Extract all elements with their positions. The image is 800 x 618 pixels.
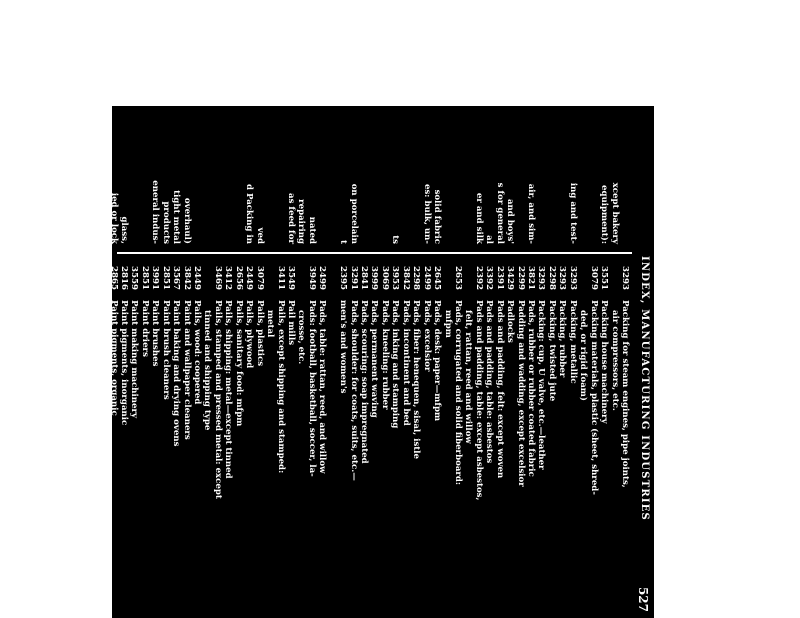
sic-code: 2816: [119, 266, 129, 290]
industry-description: metal: [265, 310, 276, 338]
sic-code: 3293: [536, 266, 547, 290]
sic-code: [442, 266, 452, 300]
industry-description: air compressors, etc.: [609, 310, 620, 411]
industry-description: Paint rollers: [77, 300, 88, 360]
index-entry: [327, 266, 337, 616]
left-column-line: xcept bakery: [609, 182, 620, 244]
industry-description: Pads and padding, table: except asbestos,: [473, 300, 484, 501]
index-entry: [56, 266, 66, 616]
left-column-line: nated: [306, 216, 317, 244]
left-column-line: [380, 106, 390, 246]
left-column-line: [129, 106, 139, 246]
sic-code: 2851: [160, 266, 171, 290]
sic-code: 2865: [108, 266, 119, 290]
left-column-line: [547, 106, 557, 246]
left-column-line: ts: [390, 235, 401, 244]
sic-code: 3069: [379, 266, 390, 290]
index-entry: [286, 266, 296, 616]
index-entry: [338, 266, 348, 616]
index-entry: [233, 266, 243, 616]
index-entry: [129, 266, 139, 616]
index-entry: [453, 266, 463, 616]
left-column-line: [369, 106, 379, 246]
sic-code: 3563: [56, 266, 67, 290]
left-column-line: ing and test-: [567, 182, 578, 244]
index-entry: [442, 266, 452, 616]
index-entry: [547, 266, 557, 616]
sic-code: 3293: [567, 266, 578, 290]
left-column-line: on porcelain: [348, 183, 359, 244]
index-entry: [599, 266, 609, 616]
industry-description: Pads, excelsior: [421, 300, 432, 372]
index-entry: [265, 266, 275, 616]
sic-code: 3944: [66, 266, 77, 290]
industry-description: Padlocks: [505, 300, 516, 343]
sic-code: 2851: [98, 266, 109, 290]
index-entry: [411, 266, 421, 616]
industry-description: Packing house machinery: [599, 300, 610, 424]
industry-description: Pails, sanitary food: mfpm: [233, 300, 244, 427]
industry-description: men's and women's: [338, 300, 349, 394]
left-column-line: [233, 106, 243, 246]
left-column-line: [213, 106, 223, 246]
index-entry: [484, 266, 494, 616]
industry-description: crosse, etc.: [296, 310, 307, 365]
industry-description: Paint making machinery: [129, 300, 140, 419]
sic-code: [265, 266, 275, 300]
sic-code: 2851: [87, 266, 98, 290]
industry-description: Packing for steam engines, pipe joints,: [620, 300, 630, 488]
index-entry: [463, 266, 473, 616]
sic-code: 3429: [505, 266, 516, 290]
left-column-line: air, and sim-: [526, 183, 537, 244]
index-entry: [505, 266, 515, 616]
industry-description: Paint and wallpaper cleaners: [181, 300, 192, 440]
left-column-line: es: bulk, un-: [421, 184, 432, 244]
industry-description: mfpm: [442, 310, 453, 338]
index-entry: [192, 266, 202, 616]
index-entry: [139, 266, 149, 616]
page-number: 527: [636, 586, 650, 612]
industry-description: Pads, corrugated and solid fiberboard:: [453, 300, 463, 486]
index-entry: [567, 266, 577, 616]
industry-description: Pads, rubber or rubber coated fabric: [526, 300, 537, 477]
industry-description: Pads and padding, table: asbestos: [484, 300, 495, 464]
index-entry: [108, 266, 118, 616]
left-column-line: [588, 106, 598, 246]
industry-description: Paint pigments, inorganic: [119, 300, 129, 426]
industry-description: Pads and padding, felt: except woven: [494, 300, 505, 479]
index-entry: [578, 266, 588, 616]
index-entry: [181, 266, 191, 616]
index-entry: [369, 266, 379, 616]
industry-description: Pads, incontinent and bed: [400, 300, 411, 426]
industry-description: Pails, stamped and pressed metal: except: [212, 300, 223, 499]
sic-code: 3411: [275, 266, 286, 290]
sic-code: 2298: [411, 266, 422, 290]
index-entry: [119, 266, 129, 616]
industry-description: Pads, table: rattan, reed, and willow: [317, 300, 328, 474]
industry-description: Pails, plywood: [244, 300, 255, 369]
industry-description: tinned and shipping type: [202, 310, 213, 431]
industry-description: Paint baking and drying ovens: [171, 300, 182, 447]
industry-description: Paint sprayers: [56, 300, 67, 370]
sic-code: [202, 266, 212, 300]
left-column-line: repairing: [296, 199, 307, 244]
sic-code: 2499: [421, 266, 432, 290]
left-column-line: d Packing in: [244, 183, 255, 244]
sic-code: 3549: [286, 266, 296, 290]
left-column-line: equipment):: [599, 184, 610, 244]
left-column-line: eneral indus-: [150, 180, 161, 244]
sic-code: 3567: [171, 266, 182, 290]
index-entry: [390, 266, 400, 616]
left-column-line: [578, 106, 588, 246]
industry-description: Pads, fiber: henequen, sisal, istle: [411, 300, 422, 459]
left-column-line: [620, 106, 630, 246]
left-column-line: products: [160, 201, 171, 244]
industry-description: Padding and wadding, except excelsior: [515, 300, 526, 487]
index-entry: [620, 266, 630, 616]
industry-description: Pads: football, basketball, soccer, la-: [306, 300, 317, 477]
left-column-line: [265, 106, 275, 246]
sic-code: 2499: [317, 266, 328, 290]
index-entry: [317, 266, 327, 616]
left-column-line: tight metal: [171, 190, 182, 244]
sic-code: 3953: [390, 266, 401, 290]
running-title: INDEX, MANUFACTURING INDUSTRIES: [639, 256, 650, 521]
industry-description: Paint brush cleaners: [160, 300, 171, 400]
index-entry: [359, 266, 369, 616]
column-divider: [117, 252, 632, 254]
industry-description: Packing, rubber: [557, 300, 568, 378]
sic-code: 2449: [192, 266, 203, 290]
sic-code: [296, 266, 306, 300]
industry-description: Pads, scouring: soap impregnated: [359, 300, 370, 464]
index-entry: [306, 266, 316, 616]
sic-code: 3293: [620, 266, 630, 290]
left-column-line: [192, 106, 202, 246]
industry-description: ded, or rigid foam): [578, 310, 589, 401]
left-column-line: [536, 106, 546, 246]
sic-code: 3991: [150, 266, 161, 290]
left-column-line: glass,: [119, 216, 129, 244]
sic-code: 2298: [546, 266, 557, 290]
left-column-line: [453, 106, 463, 246]
industry-description: Pail mills: [286, 300, 296, 346]
left-column-line: [411, 106, 421, 246]
left-column-line: t: [338, 240, 349, 244]
left-column-line: [202, 106, 212, 246]
industry-description: Pads, kneeling: rubber: [379, 300, 390, 410]
industry-description: Pails, plastics: [254, 300, 265, 367]
left-column-line: s for general: [494, 182, 505, 244]
index-entry: [244, 266, 254, 616]
index-entry: [150, 266, 160, 616]
sic-code: 3079: [254, 266, 265, 290]
left-column-line: solid fabric: [432, 189, 443, 244]
index-entry: [421, 266, 431, 616]
sic-code: 2391: [494, 266, 505, 290]
sic-code: [327, 266, 337, 300]
industry-description: Paint sets, children's: [66, 300, 77, 402]
sic-code: 2392: [473, 266, 484, 290]
left-column-line: ied or lock: [108, 192, 119, 244]
industry-description: Packing materials, plastic (sheet, shred-: [588, 300, 599, 495]
industry-description: felt, rattan, reed and willow: [463, 310, 474, 444]
industry-description: Pads, shoulder: for coats, suits, etc.—: [348, 300, 359, 481]
left-column-line: er and silk: [473, 192, 484, 244]
industry-description: Paint driers: [139, 300, 150, 357]
index-entry: [609, 266, 619, 616]
left-column-line: [359, 106, 369, 246]
left-column-line: [515, 106, 525, 246]
left-column-line: [139, 106, 149, 246]
index-entry: [432, 266, 442, 616]
index-entry: [275, 266, 285, 616]
left-column-line: [442, 106, 452, 246]
sic-code: 2395: [338, 266, 349, 290]
sic-code: 3551: [599, 266, 610, 290]
index-entry: [380, 266, 390, 616]
left-column-line: [317, 106, 327, 246]
left-column-line: [327, 106, 337, 246]
sic-code: 3559: [129, 266, 140, 290]
sic-code: 3821: [526, 266, 537, 290]
industry-description: Pads, desk: paper—mfpm: [432, 300, 443, 422]
index-entry: [400, 266, 410, 616]
index-entry: [160, 266, 170, 616]
index-entry: [77, 266, 87, 616]
sic-code: 2653: [453, 266, 463, 290]
industry-description: Paint brushes: [150, 300, 161, 367]
left-column-line: [223, 106, 233, 246]
index-entry: [223, 266, 233, 616]
left-column-line: and boys': [505, 198, 516, 244]
index-entry: [98, 266, 108, 616]
sic-code: 2449: [244, 266, 255, 290]
index-entry: [494, 266, 504, 616]
index-entry: [296, 266, 306, 616]
index-entry: [473, 266, 483, 616]
index-entry: [515, 266, 525, 616]
left-column-line: as feed for: [286, 193, 296, 244]
index-entry: [254, 266, 264, 616]
sic-code: 2656: [233, 266, 244, 290]
industry-description: Packing: cup, U valve, etc.—leather: [536, 300, 547, 470]
sic-code: 3392: [484, 266, 495, 290]
sic-code: 3079: [588, 266, 599, 290]
left-column-fragments: [108, 106, 630, 246]
sic-code: 2299: [515, 266, 526, 290]
index-entry: [171, 266, 181, 616]
left-column-line: [275, 106, 285, 246]
industry-description: Pads, permanent waving: [369, 300, 380, 418]
sic-code: 3842: [400, 266, 411, 290]
index-entries-column: [56, 266, 630, 616]
index-entry: [348, 266, 358, 616]
industry-description: Pails, except shipping and stamped:: [275, 300, 286, 474]
sic-code: [463, 266, 473, 300]
sic-code: 3412: [223, 266, 234, 290]
sic-code: 3293: [557, 266, 568, 290]
index-entry: [588, 266, 598, 616]
index-entry: [557, 266, 567, 616]
index-entry: [526, 266, 536, 616]
left-column-line: [400, 106, 410, 246]
left-column-line: [557, 106, 567, 246]
industry-description: Pads, inking and stamping: [390, 300, 401, 429]
sic-code: 3999: [369, 266, 380, 290]
left-column-line: overhaul): [181, 197, 192, 244]
sic-code: 3991: [77, 266, 88, 290]
industry-description: Paint pigments, organic: [108, 300, 119, 416]
industry-description: Paint primers: [98, 300, 109, 367]
sic-code: 3842: [181, 266, 192, 290]
left-column-line: [463, 106, 473, 246]
sic-code: 2841: [359, 266, 370, 290]
index-entry: [536, 266, 546, 616]
index-entry: [87, 266, 97, 616]
sic-code: [578, 266, 588, 300]
index-entry: [213, 266, 223, 616]
industry-description: Pails, wood: coopered: [192, 300, 203, 405]
left-column-line: al: [484, 235, 495, 244]
scanned-page: [56, 106, 654, 618]
rotated-page-content: [56, 106, 654, 618]
industry-description: Packing, twisted jute: [546, 300, 557, 402]
sic-code: 2851: [139, 266, 150, 290]
index-entry: [202, 266, 212, 616]
page-header: [634, 106, 650, 618]
industry-description: [327, 300, 337, 616]
sic-code: [609, 266, 619, 300]
sic-code: 3469: [212, 266, 223, 290]
sic-code: 2645: [432, 266, 443, 290]
left-column-line: ved: [254, 227, 265, 244]
industry-description: Packing, metallic: [567, 300, 578, 384]
index-entry: [66, 266, 76, 616]
sic-code: 3949: [306, 266, 317, 290]
industry-description: Paint removers: [87, 300, 98, 373]
sic-code: 3291: [348, 266, 359, 290]
industry-description: Pails, shipping: metal—except tinned: [223, 300, 234, 479]
